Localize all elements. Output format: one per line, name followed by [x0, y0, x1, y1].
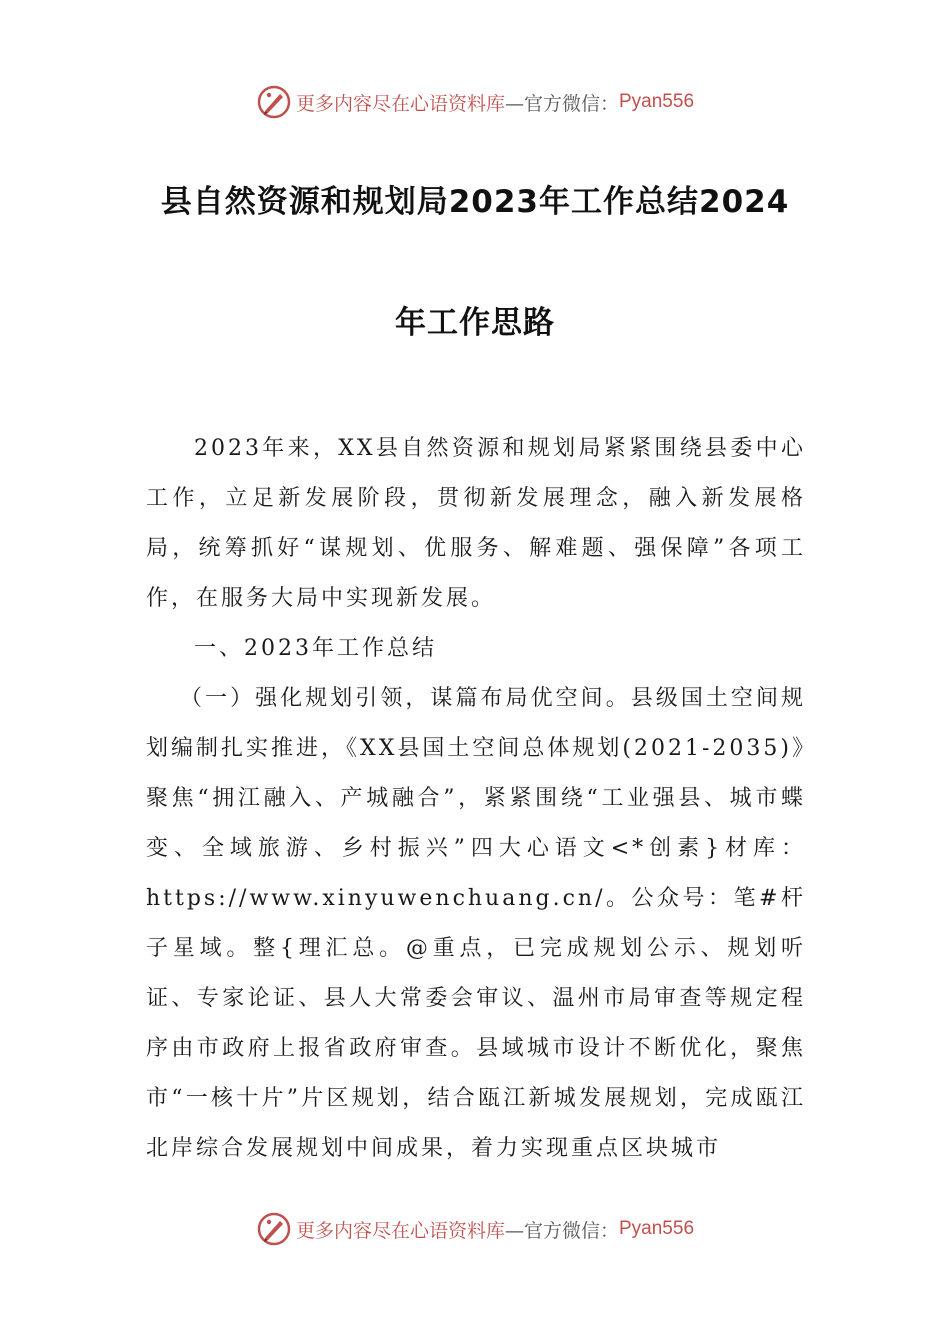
wechat-id: Pyan556: [619, 91, 695, 112]
promo-text: 更多内容尽在心语资料库: [295, 1219, 505, 1242]
intro-paragraph: 2023年来，XX县自然资源和规划局紧紧围绕县委中心工作，立足新发展阶段，贯彻新发展理念，融入新发展格局，统筹抓好“谋规划、优服务、解难题、强保障”各项工作，在服务大局中实现新发展。: [146, 436, 806, 611]
promo-text: 更多内容尽在心语资料库: [295, 92, 505, 115]
subsection-paragraph: （一）强化规划引领，谋篇布局优空间。县级国土空间规划编制扎实推进，《XX县国土空间总体规划(2021-2035)》聚焦“拥江融入、产城融合”，紧紧围绕“工业强县、城市蝶变、全域旅游、乡村振兴”四大心语文<*创素}材库：https://www.xinyuwenchuang.cn/。公众号：笔#杆子星域。整{理汇总。@重点，已完成规划公示、规划听证、专家论证、县人大常委会审议、温州市局审查等规定程序由市政府上报省政府审查。县域城市设计不断优化，聚焦市“一核十片”片区规划，结合瓯江新城发展规划，完成瓯江北岸综合发展规划中间成果，着力实现重点区块城市: [146, 686, 806, 1161]
document-title-line1: 县自然资源和规划局2023年工作总结2024: [160, 184, 790, 220]
pen-logo-icon: [256, 84, 292, 120]
document-title-line2: 年工作思路: [395, 305, 555, 341]
document-body: [146, 424, 806, 1174]
section-heading: 一、2023年工作总结: [194, 636, 437, 661]
official-wechat-label: —官方微信：: [504, 92, 619, 115]
header-banner: [0, 82, 950, 122]
official-wechat-label: —官方微信：: [504, 1219, 619, 1242]
footer-banner: [0, 1209, 950, 1249]
wechat-id: Pyan556: [619, 1218, 695, 1239]
pen-logo-icon: [256, 1211, 292, 1247]
